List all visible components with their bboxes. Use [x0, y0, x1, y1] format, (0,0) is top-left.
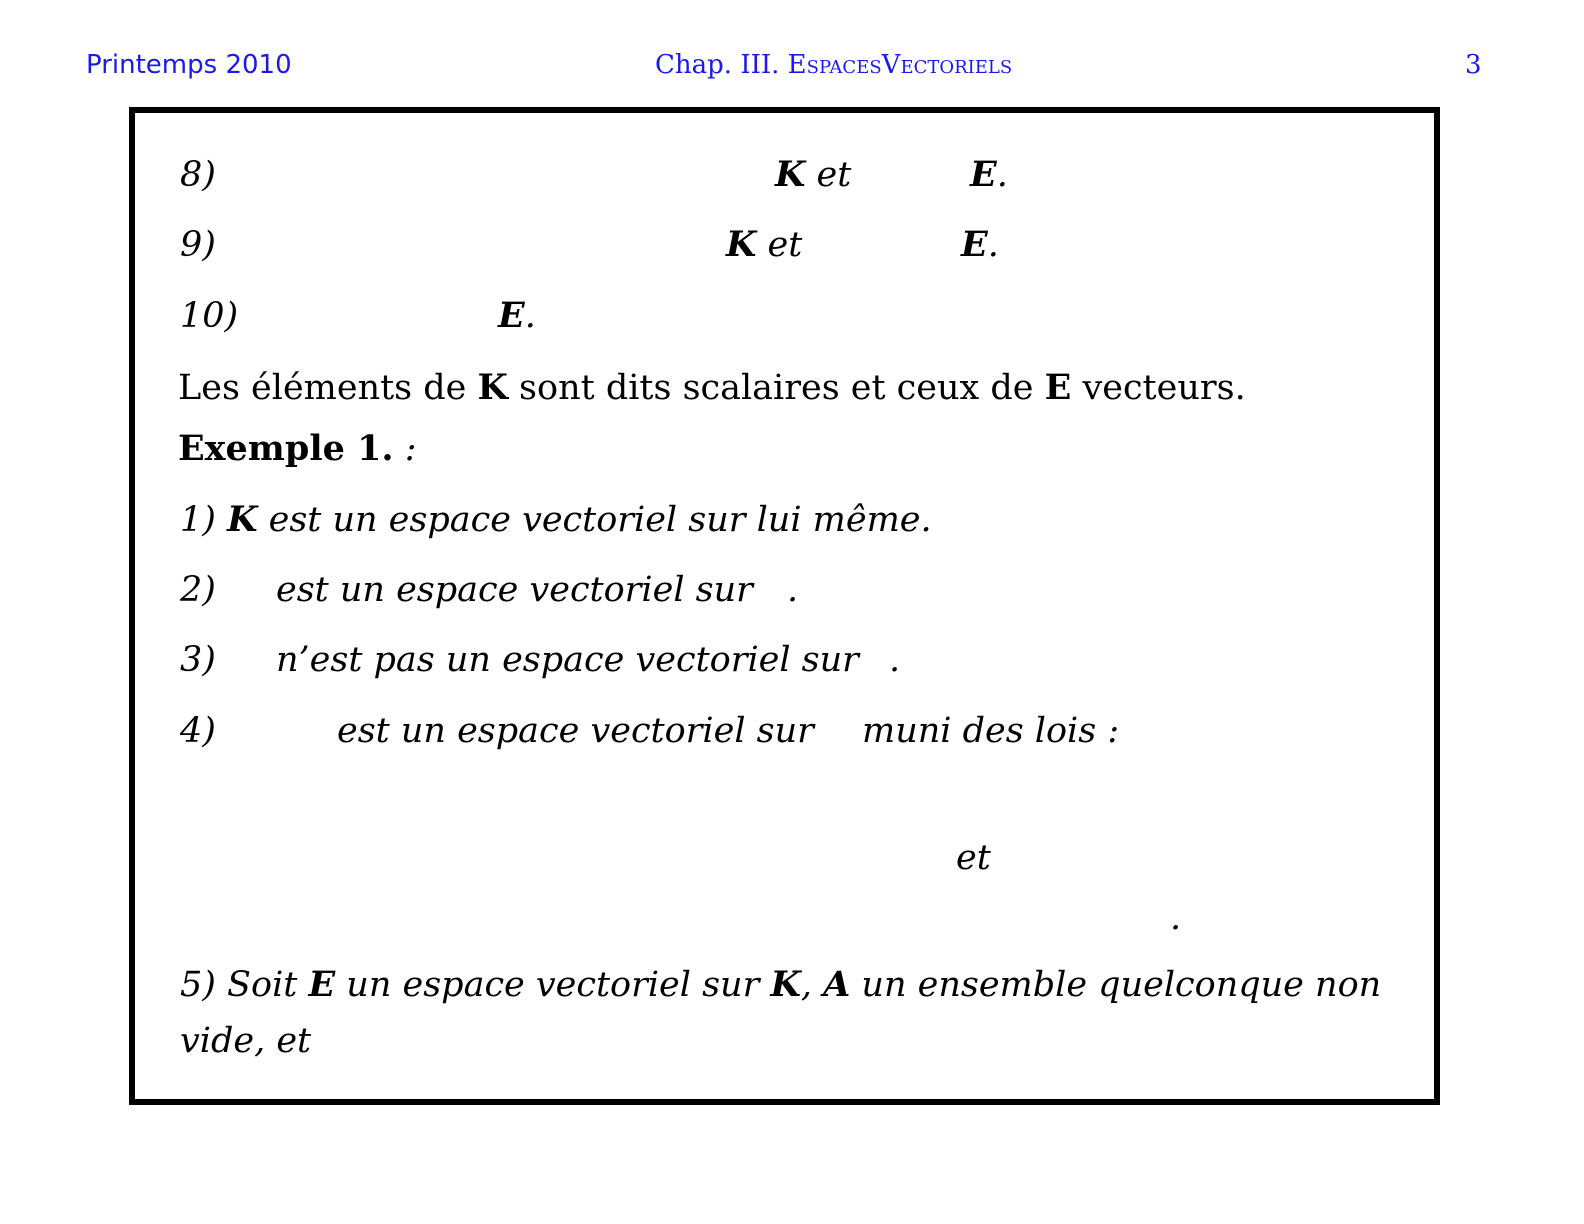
item-2-number: 2) [180, 570, 216, 610]
item-2-dot: . [787, 570, 799, 610]
axiom-9-vectors [961, 225, 999, 265]
item-4-dot: . [1170, 898, 1182, 938]
example-item-5 [180, 965, 1381, 1005]
item-3-text: n’est pas un espace vectoriel sur [276, 640, 859, 680]
axiom-10-number: 10) [180, 296, 239, 336]
axiom-8-scalars [775, 155, 851, 195]
item-3-dot: . [889, 640, 901, 680]
chapter-title-part-a: Espaces [787, 50, 882, 80]
axiom-10-dot: . [524, 296, 536, 336]
axiom-9-et: et [756, 225, 803, 265]
item-4-et: et [956, 838, 991, 878]
chapter-prefix: Chap. III. [655, 50, 788, 80]
field-k-symbol: K [770, 964, 801, 1005]
axiom-8-vectors [970, 155, 1008, 195]
item-5-part-3: , [800, 965, 824, 1005]
field-k-symbol: K [726, 224, 757, 265]
item-5-part-4: un ensemble quelconque non [850, 965, 1382, 1005]
example-title: Exemple 1. [178, 428, 394, 469]
item-1-text: est un espace vectoriel sur lui même. [257, 500, 932, 540]
definition-sentence [178, 368, 1246, 408]
axiom-8-number: 8) [180, 155, 216, 195]
space-e-symbol: E [961, 224, 988, 265]
field-k-symbol: K [775, 154, 806, 195]
item-5-part-1: 5) Soit [180, 965, 309, 1005]
definition-part-1: Les éléments de [178, 368, 478, 408]
header-chapter-title [655, 50, 1012, 80]
definition-part-2: sont dits scalaires et ceux de [507, 368, 1045, 408]
item-5-continuation: vide, et [180, 1021, 312, 1061]
example-colon: : [393, 429, 417, 469]
axiom-9-number: 9) [180, 225, 216, 265]
space-e-symbol: E [498, 295, 525, 336]
item-5-part-2: un espace vectoriel sur [335, 965, 771, 1005]
field-k-symbol: K [227, 499, 258, 540]
space-e-symbol: E [308, 964, 336, 1005]
space-e-symbol: E [1044, 367, 1072, 408]
chapter-title-part-b: Vectoriels [881, 50, 1013, 80]
space-e-symbol: E [970, 154, 997, 195]
axiom-8-et: et [805, 155, 852, 195]
axiom-9-scalars [726, 225, 802, 265]
example-item-1 [180, 500, 932, 540]
item-3-number: 3) [180, 640, 216, 680]
definition-part-3: vecteurs. [1071, 368, 1246, 408]
example-heading [178, 429, 417, 469]
axiom-8-dot: . [996, 155, 1008, 195]
page-number: 3 [1465, 50, 1482, 80]
axiom-9-dot: . [987, 225, 999, 265]
field-k-symbol: K [477, 367, 508, 408]
item-2-text: est un espace vectoriel sur [276, 570, 753, 610]
item-1-number: 1) [180, 500, 228, 540]
header-date: Printemps 2010 [86, 50, 292, 80]
item-4-text: est un espace vectoriel sur [337, 711, 814, 751]
set-a-symbol: A [823, 964, 851, 1005]
axiom-10-vectors [498, 296, 536, 336]
item-4-laws: muni des lois : [862, 711, 1120, 751]
item-4-number: 4) [180, 711, 216, 751]
